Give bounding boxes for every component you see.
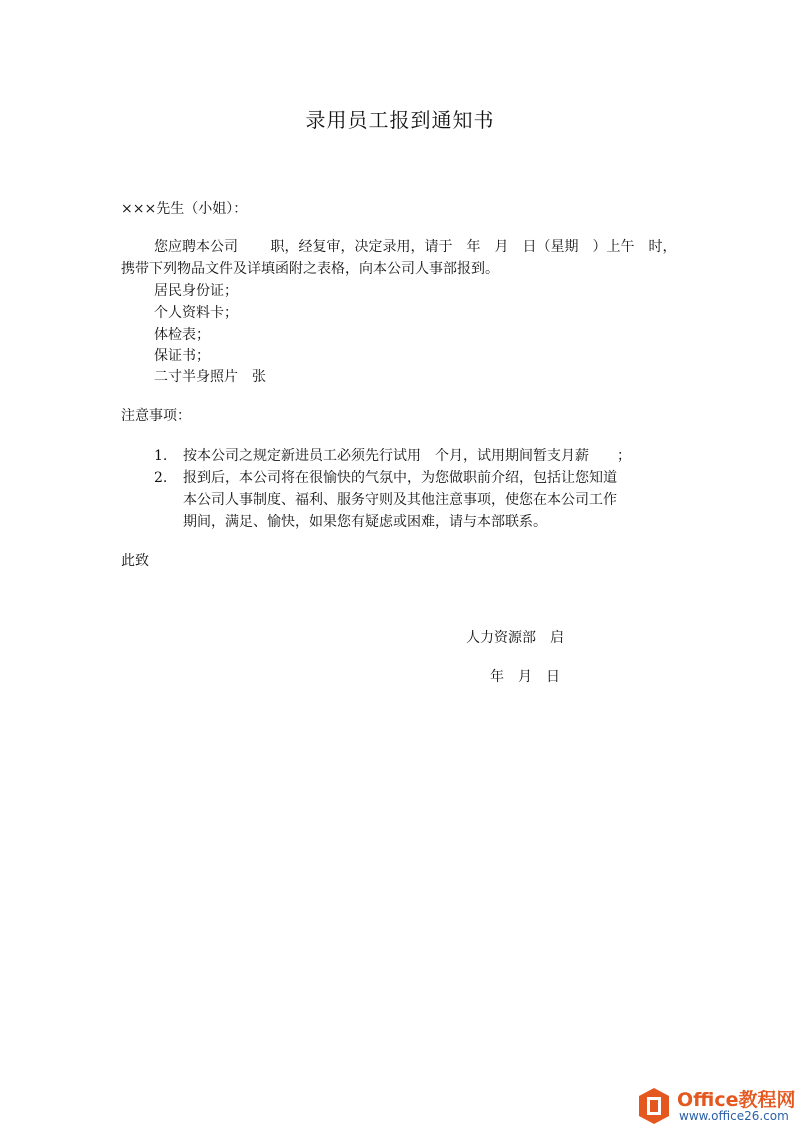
document-title: 录用员工报到通知书 — [305, 108, 495, 132]
note-2-line-3: 期间，满足、愉快，如果您有疑虑或困难，请与本部联系。 — [183, 514, 547, 530]
note-number: 1. — [154, 448, 168, 464]
signature: 人力资源部 启 — [466, 630, 564, 646]
body-line-2: 携带下列物品文件及详填函附之表格，向本公司人事部报到。 — [121, 261, 499, 277]
item-medical-form: 体检表； — [154, 327, 210, 343]
item-id-card: 居民身份证； — [154, 283, 238, 299]
closing: 此致 — [121, 553, 149, 569]
office-logo-icon — [637, 1086, 671, 1126]
note-2-line-2: 本公司人事制度、福利、服务守则及其他注意事项，使您在本公司工作 — [183, 492, 617, 508]
date-line: 年 月 日 — [490, 669, 560, 685]
watermark-brand: Office教程网 — [677, 1089, 796, 1111]
notes-heading: 注意事项： — [121, 408, 191, 424]
note-number: 2. — [154, 470, 168, 486]
note-2-line-1: 报到后，本公司将在很愉快的气氛中，为您做职前介绍，包括让您知道 — [183, 470, 617, 486]
watermark — [633, 1081, 800, 1131]
watermark-url: www.office26.com — [679, 1109, 789, 1123]
item-personal-card: 个人资料卡； — [154, 305, 238, 321]
item-guarantee: 保证书； — [154, 348, 210, 364]
item-photos: 二寸半身照片 张 — [154, 369, 266, 385]
body-line-1: 您应聘本公司 职，经复审，决定录用，请于 年 月 日（星期 ）上午 时， — [154, 239, 677, 255]
salutation: ×××先生（小姐）： — [121, 201, 248, 217]
note-1-line-1: 按本公司之规定新进员工必须先行试用 个月，试用期间暂支月薪 ； — [183, 448, 631, 464]
